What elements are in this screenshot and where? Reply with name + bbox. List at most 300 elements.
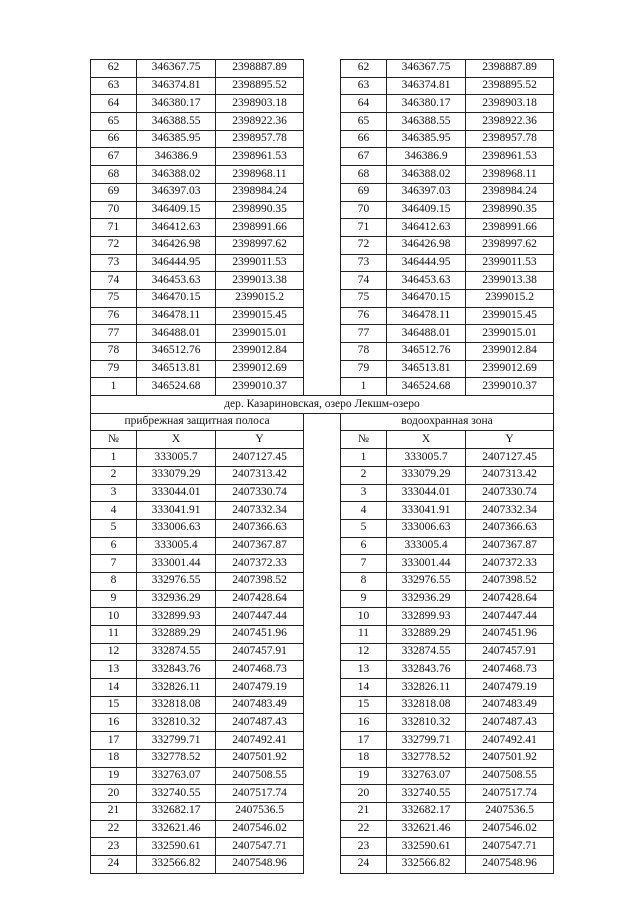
right-x-cell: 332566.82	[387, 855, 466, 873]
right-y-cell: 2407487.43	[466, 714, 554, 732]
left-num-cell: 9	[91, 590, 137, 608]
right-num-cell: 3	[341, 484, 387, 502]
column-gap	[304, 431, 341, 449]
column-gap	[304, 785, 341, 803]
right-num-header: №	[341, 431, 387, 449]
table-row	[91, 555, 554, 573]
right-num-cell: 5	[341, 519, 387, 537]
column-gap	[304, 95, 341, 113]
right-y-cell: 2399012.84	[466, 343, 554, 361]
column-gap	[304, 679, 341, 697]
left-num-cell: 78	[91, 343, 137, 361]
location-title: дер. Казариновская, озеро Лекшм-озеро	[91, 396, 554, 414]
table-row	[91, 661, 554, 679]
right-num-cell: 62	[341, 60, 387, 78]
right-num-cell: 13	[341, 661, 387, 679]
right-y-cell: 2407330.74	[466, 484, 554, 502]
location-header-block	[91, 396, 554, 449]
column-gap	[304, 661, 341, 679]
left-y-cell: 2407548.96	[216, 855, 304, 873]
right-num-cell: 1	[341, 378, 387, 396]
right-num-cell: 2	[341, 466, 387, 484]
right-y-cell: 2399011.53	[466, 254, 554, 272]
left-num-cell: 76	[91, 307, 137, 325]
right-y-cell: 2399015.01	[466, 325, 554, 343]
right-num-cell: 64	[341, 95, 387, 113]
right-y-cell: 2399010.37	[466, 378, 554, 396]
left-num-cell: 1	[91, 378, 137, 396]
right-x-cell: 332899.93	[387, 608, 466, 626]
right-x-cell: 332778.52	[387, 749, 466, 767]
left-num-cell: 73	[91, 254, 137, 272]
right-x-cell: 332621.46	[387, 820, 466, 838]
left-x-cell: 346470.15	[137, 289, 216, 307]
table-row	[91, 219, 554, 237]
left-y-cell: 2398968.11	[216, 166, 304, 184]
right-y-cell: 2407451.96	[466, 626, 554, 644]
right-x-cell: 333079.29	[387, 466, 466, 484]
right-num-cell: 72	[341, 236, 387, 254]
table-row	[91, 95, 554, 113]
column-gap	[304, 696, 341, 714]
column-gap	[304, 289, 341, 307]
table-row	[91, 590, 554, 608]
left-num-cell: 22	[91, 820, 137, 838]
table-row	[91, 360, 554, 378]
column-gap	[304, 519, 341, 537]
column-gap	[304, 537, 341, 555]
table-row	[91, 820, 554, 838]
right-num-cell: 23	[341, 838, 387, 856]
top-coordinates-block	[91, 60, 554, 396]
right-num-cell: 65	[341, 113, 387, 131]
right-y-cell: 2398895.52	[466, 77, 554, 95]
left-y-cell: 2407313.42	[216, 466, 304, 484]
right-y-cell: 2407313.42	[466, 466, 554, 484]
table-row	[91, 855, 554, 873]
right-y-cell: 2399015.2	[466, 289, 554, 307]
table-row	[91, 749, 554, 767]
right-y-cell: 2407517.74	[466, 785, 554, 803]
right-y-cell: 2407367.87	[466, 537, 554, 555]
right-y-cell: 2407479.19	[466, 679, 554, 697]
column-gap	[304, 732, 341, 750]
left-num-cell: 10	[91, 608, 137, 626]
left-x-cell: 332889.29	[137, 626, 216, 644]
right-x-cell: 346444.95	[387, 254, 466, 272]
left-y-cell: 2407483.49	[216, 696, 304, 714]
left-x-cell: 346409.15	[137, 201, 216, 219]
left-num-cell: 14	[91, 679, 137, 697]
left-x-cell: 332843.76	[137, 661, 216, 679]
left-num-cell: 17	[91, 732, 137, 750]
right-num-cell: 1	[341, 449, 387, 467]
right-y-cell: 2407457.91	[466, 643, 554, 661]
left-x-cell: 346374.81	[137, 77, 216, 95]
left-x-cell: 346380.17	[137, 95, 216, 113]
table-row	[91, 767, 554, 785]
column-gap	[304, 820, 341, 838]
right-y-cell: 2407548.96	[466, 855, 554, 873]
left-y-cell: 2399010.37	[216, 378, 304, 396]
right-y-cell: 2399013.38	[466, 272, 554, 290]
left-num-cell: 69	[91, 183, 137, 201]
left-y-cell: 2398922.36	[216, 113, 304, 131]
left-x-cell: 332590.61	[137, 838, 216, 856]
table-row	[91, 802, 554, 820]
left-num-cell: 2	[91, 466, 137, 484]
column-gap	[304, 767, 341, 785]
left-x-cell: 346367.75	[137, 60, 216, 78]
left-x-cell: 346412.63	[137, 219, 216, 237]
column-gap	[304, 466, 341, 484]
left-y-cell: 2399015.01	[216, 325, 304, 343]
table-row	[91, 113, 554, 131]
right-x-cell: 346412.63	[387, 219, 466, 237]
right-num-cell: 71	[341, 219, 387, 237]
left-x-cell: 332818.08	[137, 696, 216, 714]
right-x-cell: 333005.4	[387, 537, 466, 555]
left-y-cell: 2407398.52	[216, 572, 304, 590]
column-gap	[304, 838, 341, 856]
left-y-cell: 2407547.71	[216, 838, 304, 856]
table-row	[91, 502, 554, 520]
left-num-cell: 8	[91, 572, 137, 590]
right-y-cell: 2398903.18	[466, 95, 554, 113]
right-section-title: водоохранная зона	[341, 413, 554, 431]
right-y-cell: 2398991.66	[466, 219, 554, 237]
left-x-cell: 333041.91	[137, 502, 216, 520]
left-x-cell: 346386.9	[137, 148, 216, 166]
left-y-cell: 2398895.52	[216, 77, 304, 95]
left-x-cell: 346478.11	[137, 307, 216, 325]
table-row	[91, 608, 554, 626]
left-x-cell: 332778.52	[137, 749, 216, 767]
bottom-coordinates-block	[91, 449, 554, 874]
left-num-cell: 3	[91, 484, 137, 502]
left-y-cell: 2399012.69	[216, 360, 304, 378]
right-num-cell: 70	[341, 201, 387, 219]
table-row	[91, 484, 554, 502]
right-num-cell: 19	[341, 767, 387, 785]
left-y-cell: 2407372.33	[216, 555, 304, 573]
left-num-cell: 5	[91, 519, 137, 537]
table-row	[91, 679, 554, 697]
left-num-cell: 4	[91, 502, 137, 520]
left-x-cell: 332810.32	[137, 714, 216, 732]
column-gap	[304, 272, 341, 290]
left-x-cell: 346388.02	[137, 166, 216, 184]
right-y-cell: 2407447.44	[466, 608, 554, 626]
left-y-cell: 2407536.5	[216, 802, 304, 820]
left-section-title: прибрежная защитная полоса	[91, 413, 304, 431]
left-y-cell: 2407428.64	[216, 590, 304, 608]
column-gap	[304, 502, 341, 520]
left-y-cell: 2407451.96	[216, 626, 304, 644]
left-num-cell: 1	[91, 449, 137, 467]
right-x-cell: 332889.29	[387, 626, 466, 644]
left-x-cell: 346513.81	[137, 360, 216, 378]
column-gap	[304, 183, 341, 201]
column-gap	[304, 60, 341, 78]
left-x-cell: 332936.29	[137, 590, 216, 608]
left-num-cell: 16	[91, 714, 137, 732]
right-y-cell: 2398984.24	[466, 183, 554, 201]
right-x-cell: 333005.7	[387, 449, 466, 467]
right-x-cell: 332590.61	[387, 838, 466, 856]
left-y-cell: 2407517.74	[216, 785, 304, 803]
table-row	[91, 378, 554, 396]
right-x-cell: 346385.95	[387, 130, 466, 148]
left-num-cell: 71	[91, 219, 137, 237]
left-num-header: №	[91, 431, 137, 449]
left-num-cell: 23	[91, 838, 137, 856]
table-row	[91, 626, 554, 644]
right-x-cell: 346513.81	[387, 360, 466, 378]
column-gap	[304, 749, 341, 767]
right-x-cell: 332763.07	[387, 767, 466, 785]
table-row	[91, 201, 554, 219]
table-row	[91, 254, 554, 272]
right-x-cell: 332818.08	[387, 696, 466, 714]
right-num-cell: 6	[341, 537, 387, 555]
right-num-cell: 74	[341, 272, 387, 290]
right-x-cell: 346488.01	[387, 325, 466, 343]
left-x-cell: 332621.46	[137, 820, 216, 838]
right-y-header: Y	[466, 431, 554, 449]
right-x-cell: 333041.91	[387, 502, 466, 520]
left-x-cell: 332976.55	[137, 572, 216, 590]
right-x-cell: 332936.29	[387, 590, 466, 608]
column-gap	[304, 643, 341, 661]
right-y-cell: 2398961.53	[466, 148, 554, 166]
left-num-cell: 63	[91, 77, 137, 95]
left-num-cell: 7	[91, 555, 137, 573]
left-num-cell: 6	[91, 537, 137, 555]
left-y-cell: 2407366.63	[216, 519, 304, 537]
left-x-cell: 332682.17	[137, 802, 216, 820]
left-y-cell: 2407468.73	[216, 661, 304, 679]
right-x-cell: 346524.68	[387, 378, 466, 396]
column-gap	[304, 219, 341, 237]
right-x-cell: 332810.32	[387, 714, 466, 732]
column-gap	[304, 413, 341, 431]
right-y-cell: 2407501.92	[466, 749, 554, 767]
right-y-cell: 2398957.78	[466, 130, 554, 148]
left-y-cell: 2407127.45	[216, 449, 304, 467]
left-y-cell: 2407367.87	[216, 537, 304, 555]
table-row	[91, 325, 554, 343]
column-gap	[304, 307, 341, 325]
right-x-cell: 333044.01	[387, 484, 466, 502]
left-y-cell: 2398984.24	[216, 183, 304, 201]
column-gap	[304, 484, 341, 502]
column-gap	[304, 555, 341, 573]
table-row	[91, 838, 554, 856]
column-gap	[304, 130, 341, 148]
right-x-cell: 346380.17	[387, 95, 466, 113]
right-x-header: X	[387, 431, 466, 449]
right-x-cell: 346426.98	[387, 236, 466, 254]
right-y-cell: 2407508.55	[466, 767, 554, 785]
left-y-cell: 2398887.89	[216, 60, 304, 78]
left-x-cell: 346385.95	[137, 130, 216, 148]
right-x-cell: 346453.63	[387, 272, 466, 290]
right-y-cell: 2407546.02	[466, 820, 554, 838]
left-num-cell: 11	[91, 626, 137, 644]
right-num-cell: 22	[341, 820, 387, 838]
right-y-cell: 2407468.73	[466, 661, 554, 679]
column-gap	[304, 343, 341, 361]
right-y-cell: 2407492.41	[466, 732, 554, 750]
left-x-cell: 332763.07	[137, 767, 216, 785]
right-x-cell: 346397.03	[387, 183, 466, 201]
right-x-cell: 332874.55	[387, 643, 466, 661]
right-x-cell: 332682.17	[387, 802, 466, 820]
left-y-cell: 2407508.55	[216, 767, 304, 785]
column-gap	[304, 360, 341, 378]
column-gap	[304, 714, 341, 732]
column-gap	[304, 201, 341, 219]
left-x-cell: 332799.71	[137, 732, 216, 750]
left-num-cell: 67	[91, 148, 137, 166]
left-num-cell: 19	[91, 767, 137, 785]
right-y-cell: 2407536.5	[466, 802, 554, 820]
right-x-cell: 346478.11	[387, 307, 466, 325]
left-y-cell: 2398990.35	[216, 201, 304, 219]
left-num-cell: 75	[91, 289, 137, 307]
table-row	[91, 785, 554, 803]
right-num-cell: 75	[341, 289, 387, 307]
left-y-cell: 2407501.92	[216, 749, 304, 767]
right-x-cell: 332976.55	[387, 572, 466, 590]
left-x-header: X	[137, 431, 216, 449]
left-x-cell: 333005.4	[137, 537, 216, 555]
table-row	[91, 449, 554, 467]
table-row	[91, 130, 554, 148]
left-y-cell: 2407487.43	[216, 714, 304, 732]
column-gap	[304, 325, 341, 343]
table-row	[91, 537, 554, 555]
left-num-cell: 12	[91, 643, 137, 661]
right-num-cell: 20	[341, 785, 387, 803]
left-y-cell: 2398957.78	[216, 130, 304, 148]
table-row	[91, 732, 554, 750]
left-y-cell: 2398903.18	[216, 95, 304, 113]
table-row	[91, 60, 554, 78]
table-row	[91, 714, 554, 732]
left-y-header: Y	[216, 431, 304, 449]
left-num-cell: 70	[91, 201, 137, 219]
right-x-cell: 346386.9	[387, 148, 466, 166]
right-y-cell: 2407366.63	[466, 519, 554, 537]
right-num-cell: 68	[341, 166, 387, 184]
left-num-cell: 65	[91, 113, 137, 131]
left-num-cell: 62	[91, 60, 137, 78]
column-gap	[304, 166, 341, 184]
left-x-cell: 346524.68	[137, 378, 216, 396]
right-num-cell: 76	[341, 307, 387, 325]
left-num-cell: 77	[91, 325, 137, 343]
column-gap	[304, 449, 341, 467]
right-x-cell: 333006.63	[387, 519, 466, 537]
left-x-cell: 332740.55	[137, 785, 216, 803]
right-num-cell: 12	[341, 643, 387, 661]
left-x-cell: 333005.7	[137, 449, 216, 467]
left-x-cell: 346488.01	[137, 325, 216, 343]
column-gap	[304, 626, 341, 644]
table-row	[91, 77, 554, 95]
right-num-cell: 63	[341, 77, 387, 95]
right-num-cell: 10	[341, 608, 387, 626]
right-y-cell: 2407372.33	[466, 555, 554, 573]
right-num-cell: 18	[341, 749, 387, 767]
right-y-cell: 2398990.35	[466, 201, 554, 219]
right-y-cell: 2407547.71	[466, 838, 554, 856]
right-num-cell: 7	[341, 555, 387, 573]
left-y-cell: 2399015.2	[216, 289, 304, 307]
right-x-cell: 332843.76	[387, 661, 466, 679]
column-gap	[304, 113, 341, 131]
left-x-cell: 346397.03	[137, 183, 216, 201]
left-num-cell: 15	[91, 696, 137, 714]
left-num-cell: 68	[91, 166, 137, 184]
left-y-cell: 2407447.44	[216, 608, 304, 626]
right-num-cell: 67	[341, 148, 387, 166]
table-row	[91, 289, 554, 307]
left-y-cell: 2407457.91	[216, 643, 304, 661]
right-y-cell: 2407398.52	[466, 572, 554, 590]
left-y-cell: 2407479.19	[216, 679, 304, 697]
right-num-cell: 9	[341, 590, 387, 608]
right-num-cell: 8	[341, 572, 387, 590]
table-row	[91, 236, 554, 254]
right-x-cell: 332740.55	[387, 785, 466, 803]
right-x-cell: 346512.76	[387, 343, 466, 361]
right-num-cell: 24	[341, 855, 387, 873]
right-num-cell: 78	[341, 343, 387, 361]
table-row	[91, 166, 554, 184]
left-x-cell: 332826.11	[137, 679, 216, 697]
column-gap	[304, 254, 341, 272]
column-gap	[304, 236, 341, 254]
left-x-cell: 346388.55	[137, 113, 216, 131]
table-row	[91, 343, 554, 361]
left-y-cell: 2407546.02	[216, 820, 304, 838]
left-x-cell: 333079.29	[137, 466, 216, 484]
right-num-cell: 77	[341, 325, 387, 343]
right-x-cell: 346388.02	[387, 166, 466, 184]
left-x-cell: 346512.76	[137, 343, 216, 361]
left-y-cell: 2399011.53	[216, 254, 304, 272]
column-gap	[304, 572, 341, 590]
left-x-cell: 346453.63	[137, 272, 216, 290]
left-num-cell: 72	[91, 236, 137, 254]
left-y-cell: 2398997.62	[216, 236, 304, 254]
coordinates-table	[90, 59, 554, 874]
column-gap	[304, 802, 341, 820]
right-num-cell: 17	[341, 732, 387, 750]
right-num-cell: 14	[341, 679, 387, 697]
right-num-cell: 66	[341, 130, 387, 148]
table-row	[91, 183, 554, 201]
left-y-cell: 2407330.74	[216, 484, 304, 502]
left-y-cell: 2407492.41	[216, 732, 304, 750]
right-x-cell: 333001.44	[387, 555, 466, 573]
table-row	[91, 643, 554, 661]
right-num-cell: 69	[341, 183, 387, 201]
left-num-cell: 74	[91, 272, 137, 290]
